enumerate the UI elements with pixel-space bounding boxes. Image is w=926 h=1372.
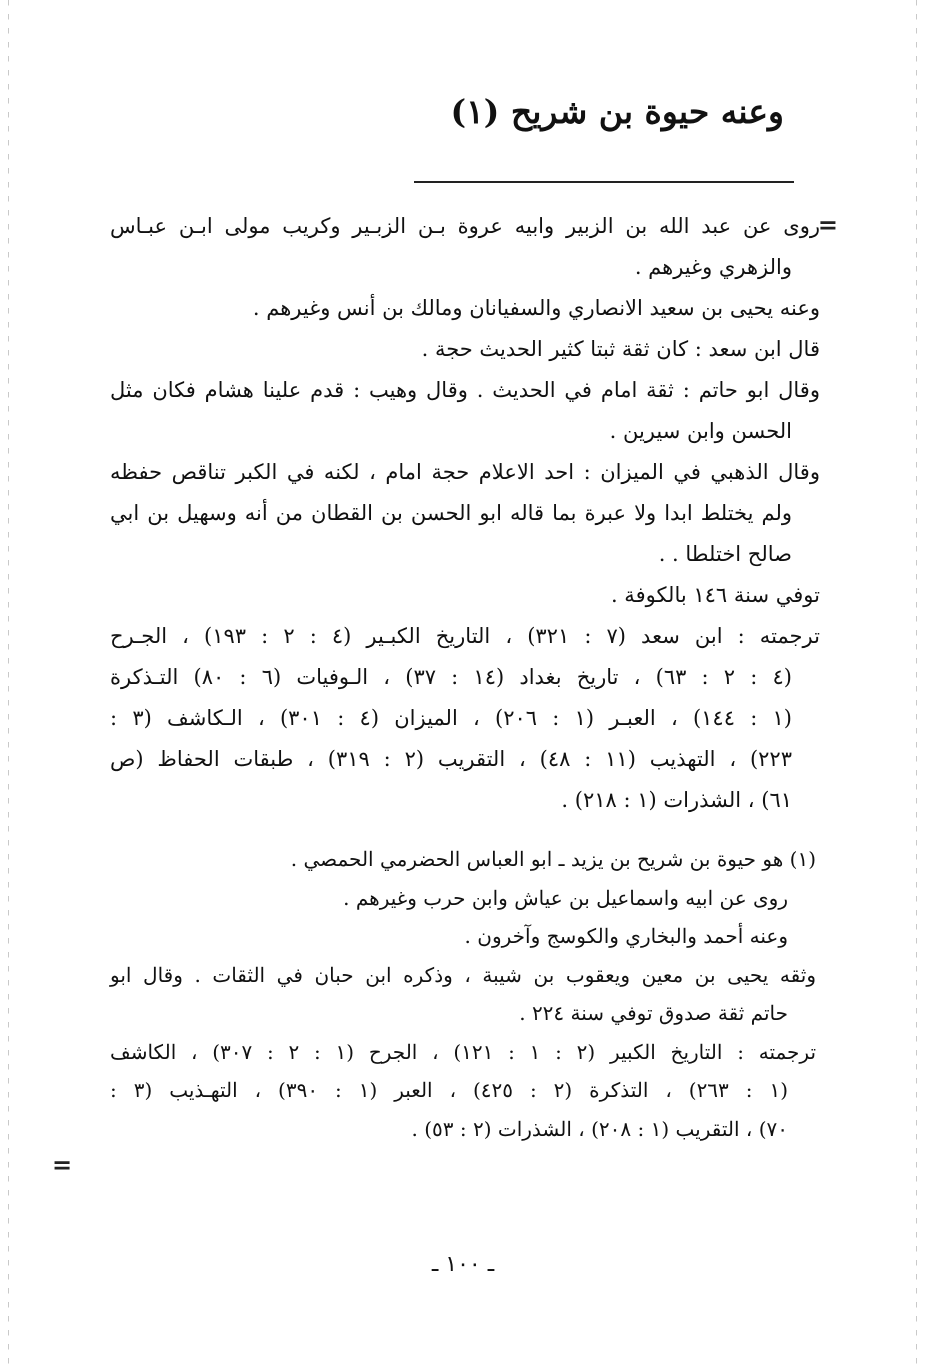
text-line: والزهري وغيرهم . [634,255,792,279]
section-heading: وعنه حيوة بن شريح (١) [450,92,784,131]
continuation-mark-bottom: = [52,1150,73,1179]
footnote-line: ترجمته : التاريخ الكبير (٢ : ١ : ١٢١) ، الجرح (١ : ٢ : ٣٠٧) ، الكاشف [110,1039,817,1064]
text-line: (٤ : ٢ : ٦٣) ، تاريخ بغداد (١٤ : ٣٧) ، الـوفيات (٦ : ٨٠) التـذكرة [110,665,792,689]
text-line: ولم يختلط ابدا ولا عبرة بما قاله ابو الحسن بن القطان من أنه وسهيل بن ابي [110,501,792,525]
text-line: وقال الذهبي في الميزان : احد الاعلام حجة امام ، لكنه في الكبر تناقص حفظه [110,460,820,484]
text-line: ترجمته : ابن سعد (٧ : ٣٢١) ، التاريخ الكبـير (٤ : ٢ : ١٩٣) ، الجـرح [110,624,820,648]
text-line: صالح اختلطا . . [658,542,792,566]
page-number: ـ ١٠٠ ـ [431,1252,495,1277]
text-line: وقال ابو حاتم : ثقة امام في الحديث . وقال وهيب : قدم علينا هشام فكان مثل [110,378,820,402]
heading-rule [414,181,794,183]
text-line: الحسن وابن سيرين . [609,419,792,443]
text-line: توفي سنة ١٤٦ بالكوفة . [610,583,820,607]
text-line: روى عن عبد الله بن الزبير وابيه عروة بـن الزبـير وكريب مولى ابـن عبـاس [110,214,820,238]
text-line: (١ : ١٤٤) ، العبـر (١ : ٢٠٦) ، الميزان (٤ : ٣٠١) ، الـكاشف (٣ : [110,706,792,730]
footnote-line: وعنه أحمد والبخاري والكوسج وآخرون . [464,924,788,948]
footnote-line: (١ : ٢٦٣) ، التذكرة (٢ : ٤٢٥) ، العبر (١ : ٣٩٠) ، التهـذيب (٣ : [110,1078,789,1102]
text-line: ٦١) ، الشذرات (١ : ٢١٨) . [561,788,792,812]
text-line: ٢٢٣) ، التهذيب (١١ : ٤٨) ، التقريب (٢ : ٣١٩) ، طبقات الحفاظ (ص [110,747,792,771]
footnote-line: وثقه يحيى بن معين ويعقوب بن شيبة ، وذكره ابن حبان في الثقات . وقال ابو [110,962,816,987]
footnote-line: روى عن ابيه واسماعيل بن عياش وابن حرب وغيرهم . [343,885,788,910]
margin-dots-right [916,0,917,1372]
footnote-line: (١) هو حيوة بن شريح بن يزيد ـ ابو العباس الحضرمي الحمصي . [290,847,816,871]
footnote-line: ٧٠) ، التقريب (١ : ٢٠٨) ، الشذرات (٢ : ٥٣) . [411,1116,788,1141]
margin-dots-left [8,0,9,1372]
footnote [110,840,816,1148]
text-line: وعنه يحيى بن سعيد الانصاري والسفيانان ومالك بن أنس وغيرهم . [252,296,820,320]
main-text [110,206,820,821]
text-line: قال ابن سعد : كان ثقة ثبتا كثير الحديث حجة . [421,337,820,361]
continuation-mark-top: = [817,210,838,239]
footnote-line: حاتم ثقة صدوق توفي سنة ٢٢٤ . [519,1001,788,1025]
